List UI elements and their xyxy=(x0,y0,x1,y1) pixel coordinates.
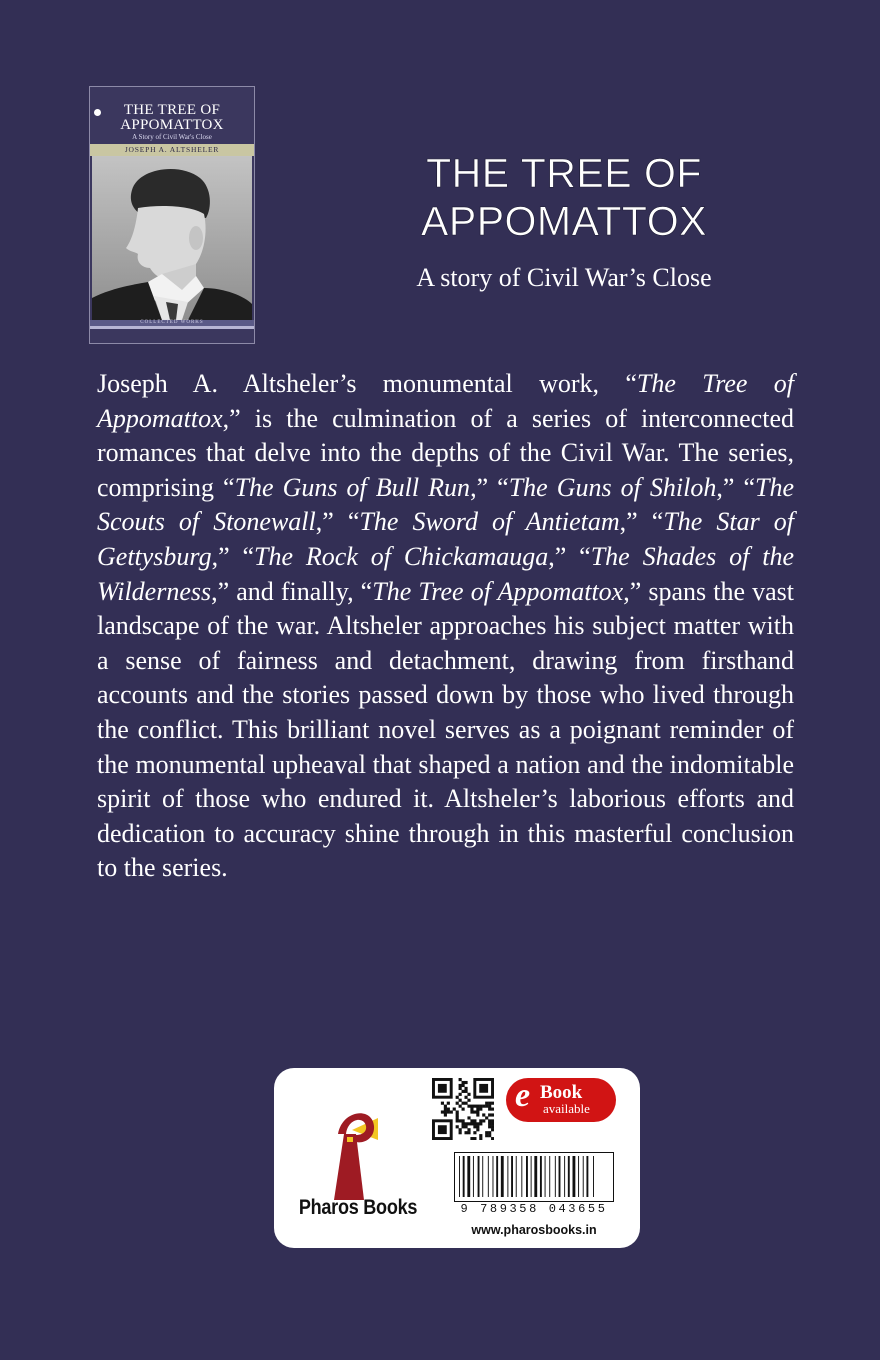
author-portrait-photo xyxy=(92,156,252,320)
barcode-bars xyxy=(455,1153,612,1200)
isbn-number: 9 789358 043655 xyxy=(460,1202,608,1216)
description-text-run: ,” “ xyxy=(619,507,664,537)
book-subtitle: A story of Civil War’s Close xyxy=(416,263,712,292)
description-text-run: ,” “ xyxy=(716,472,755,502)
description-text-run: Joseph A. Altsheler’s monumental work, “ xyxy=(97,369,637,398)
description-text-run: ,” “ xyxy=(470,472,509,502)
thumbnail-title-line2: APPOMATTOX xyxy=(120,117,224,133)
barcode-icon xyxy=(454,1152,614,1202)
book-title-reference: The Star of Gettysburg xyxy=(97,507,794,571)
pharos-lighthouse-logo-icon xyxy=(328,1104,378,1204)
description-text-run: ,” “ xyxy=(315,507,360,537)
thumbnail-footer-band: COLLECTED WORKS xyxy=(90,320,254,326)
book-title-reference: The Tree of Appomattox xyxy=(97,369,795,433)
portrait-silhouette-icon xyxy=(92,156,252,320)
description-text-run: ,” spans the vast landscape of the war. Altsheler approaches his subject matter with a sense of fairness and detachment, drawing from firsthand accounts and the stories passed down by those who lived through the conflict. This brilliant novel serves as a poignant reminder of the monumental upheaval that shaped a nation and the indomitable spirit of those who endured it. Altsheler’s laborious efforts and dedication to accuracy shine through in this masterful conclusion to the series. xyxy=(97,576,794,883)
ebook-available-badge xyxy=(506,1078,616,1122)
ebook-e-letter: e xyxy=(515,1077,531,1114)
book-description xyxy=(97,367,794,886)
description-text-run: ,” “ xyxy=(211,541,255,571)
book-title-reference: The Scouts of Stonewall xyxy=(97,472,794,537)
front-cover-thumbnail xyxy=(89,86,255,344)
description-text-run: ,” and finally, “ xyxy=(211,576,373,606)
book-title-reference: The Guns of Bull Run xyxy=(234,472,471,502)
thumbnail-subtitle: A Story of Civil War's Close xyxy=(132,133,212,141)
book-title-reference: The Tree of Appomattox xyxy=(372,576,624,606)
book-title-reference: The Shades of the Wilderness xyxy=(97,541,794,606)
book-title-line2: APPOMATTOX xyxy=(421,198,707,244)
book-title-line1: THE TREE OF xyxy=(426,150,702,196)
publisher-url: www.pharosbooks.in xyxy=(471,1223,597,1237)
book-title-reference: The Guns of Shiloh xyxy=(508,472,717,502)
book-title-reference: The Sword of Antietam xyxy=(359,507,620,537)
description-text-run: ,” “ xyxy=(548,541,591,571)
book-title-reference: The Rock of Chickamauga xyxy=(254,541,549,571)
thumbnail-title-line1: THE TREE OF xyxy=(123,102,221,118)
thumbnail-footer-bar xyxy=(90,326,254,329)
qr-code-icon xyxy=(432,1078,494,1140)
publisher-box xyxy=(274,1068,640,1248)
description-text-run: ,” is the culmination of a series of interconnected romances that delve into the depths of the Civil War. The series, comprising “ xyxy=(97,403,794,502)
ebook-book-text: Book xyxy=(540,1082,583,1103)
publisher-name: Pharos Books xyxy=(298,1196,418,1219)
thumbnail-author: JOSEPH A. ALTSHELER xyxy=(90,144,254,156)
ebook-available-text: available xyxy=(543,1101,590,1116)
